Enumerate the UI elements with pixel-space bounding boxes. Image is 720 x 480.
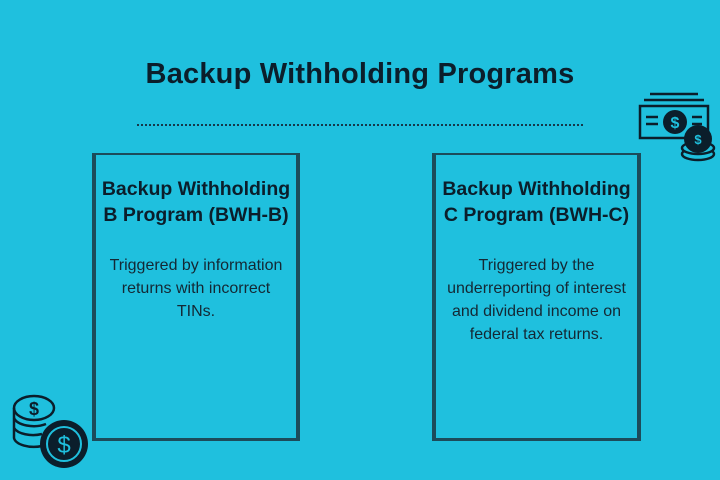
svg-text:$: $ [670,115,680,132]
page-title: Backup Withholding Programs [145,58,575,90]
svg-text:$: $ [57,432,71,459]
card-title: Backup Withholding B Program (BWH-B) [101,178,291,226]
card-title: Backup Withholding C Program (BWH-C) [442,178,631,226]
svg-text:$: $ [694,132,702,147]
svg-text:$: $ [28,399,40,419]
card-bwh-c [432,153,641,441]
dotted-divider [137,124,583,126]
coin-stack-icon [4,392,92,472]
card-bwh-b [92,153,300,441]
card-description: Triggered by information returns with incorrect TINs. [109,257,283,320]
money-bill-coins-icon [628,84,718,164]
card-description: Triggered by the underreporting of interest and dividend income on federal tax returns. [447,257,626,343]
